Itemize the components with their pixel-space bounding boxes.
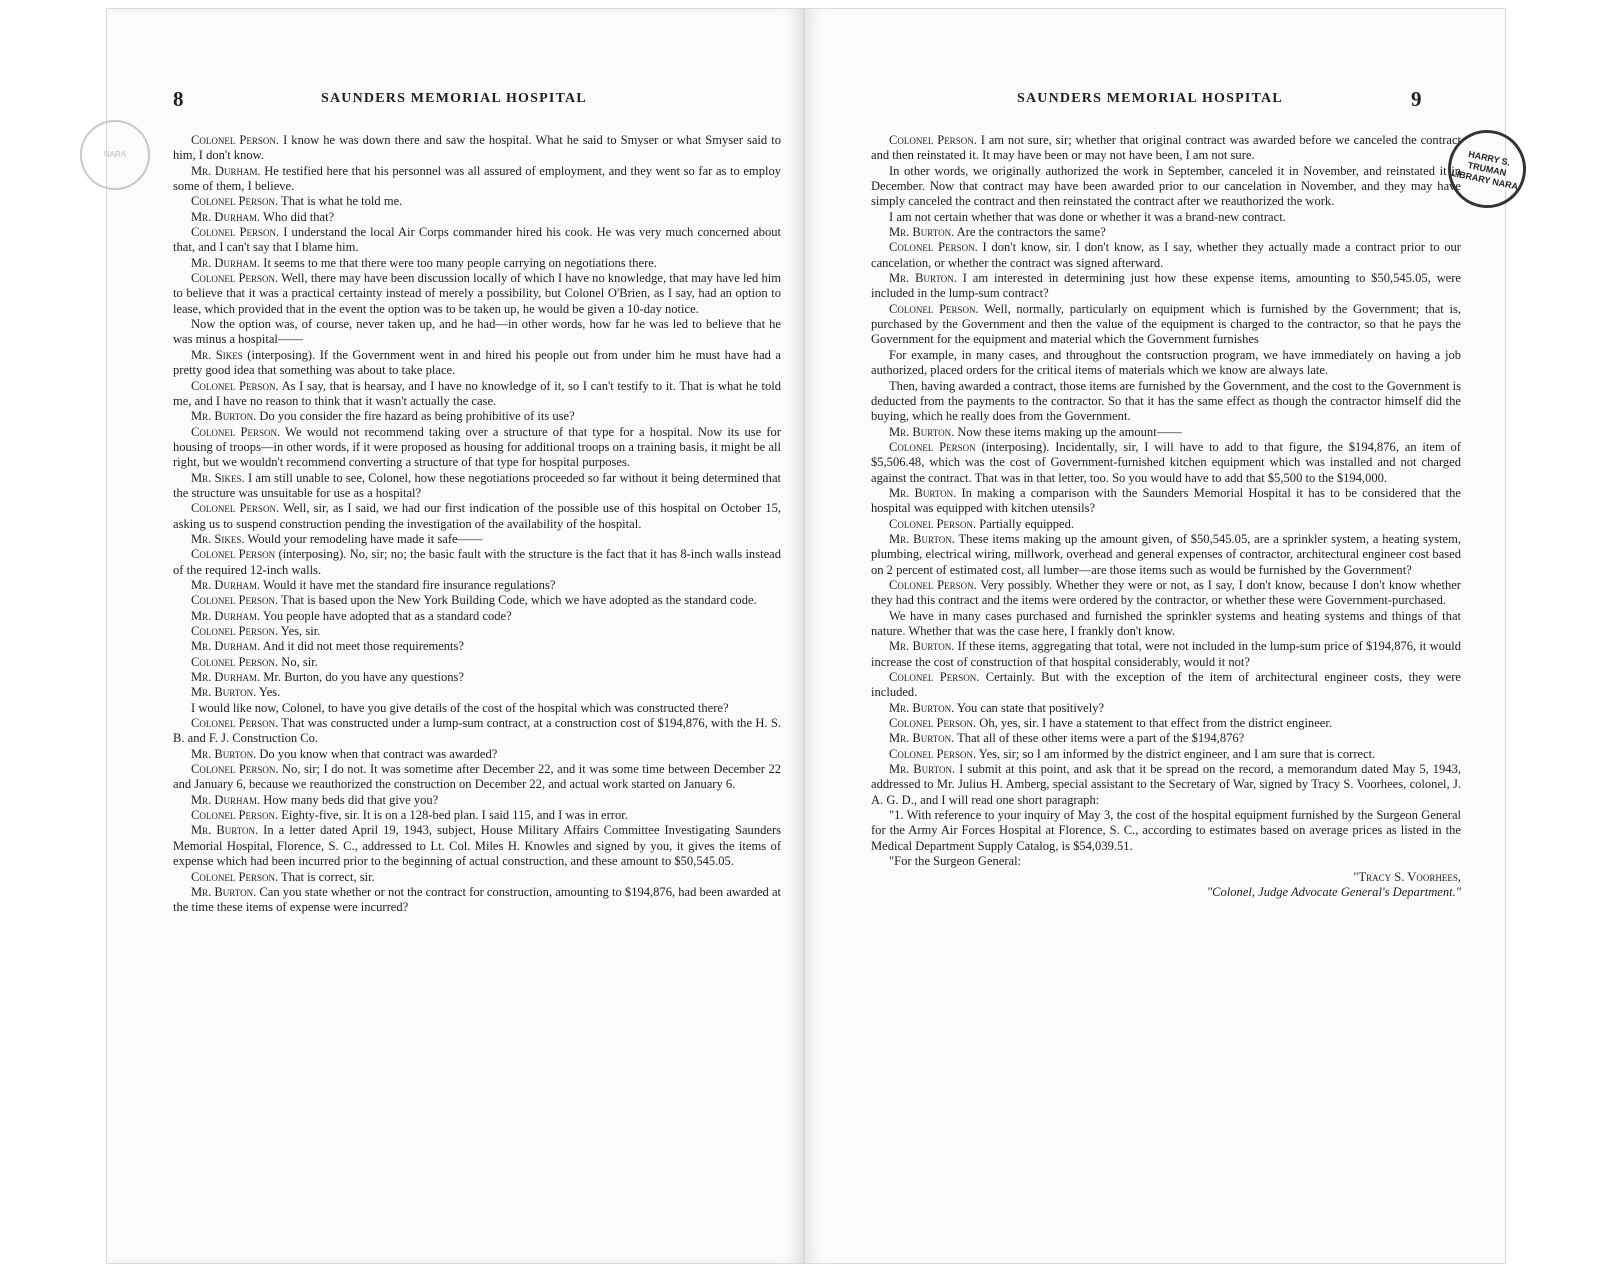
transcript-paragraph (871, 808, 1461, 854)
transcript-paragraph (173, 670, 781, 685)
speaker-name: Colonel Person. (889, 516, 977, 531)
transcript-paragraph (173, 808, 781, 823)
transcript-paragraph (173, 609, 781, 624)
transcript-paragraph (871, 747, 1461, 762)
paragraph-text: If these items, aggregating that total, were not included in the lump-sum price of $194,876, it would increase the cost of construction of that hospital considerably, would it not? (871, 639, 1461, 669)
transcript-paragraph (173, 762, 781, 793)
paragraph-text: That is correct, sir. (278, 869, 375, 884)
speaker-name: Mr. Durham. (191, 209, 261, 224)
transcript-paragraph (871, 379, 1461, 425)
speaker-name: Mr. Burton. (889, 762, 956, 777)
speaker-name: Mr. Durham. (191, 577, 261, 592)
paragraph-text: He testified here that his personnel was all assured of employment, and they went so far as to employ some of them, I believe. (173, 163, 781, 194)
speaker-name: Colonel Person. (889, 716, 977, 731)
paragraph-text: In a letter dated April 19, 1943, subject, House Military Affairs Committee Investigating Saunders Memorial Hospital, Florence, S. C., addressed to Lt. Col. Miles H. Knowles and signed by you, it gives the items of expense which had been incurred prior to the beginning of actual construction, and these amount to $50,545.05. (173, 823, 782, 869)
signature-name-text: "Tracy S. Voorhees, (1353, 869, 1461, 884)
transcript-paragraph (871, 716, 1461, 731)
left-page (103, 8, 804, 1264)
speaker-name: Mr. Durham. (191, 792, 261, 807)
speaker-name: Mr. Burton. (889, 731, 955, 746)
transcript-paragraph (173, 547, 781, 578)
speaker-name: Mr. Sikes (191, 347, 243, 362)
paragraph-text: How many beds did that give you? (260, 792, 439, 807)
transcript-paragraph (871, 302, 1461, 348)
transcript-paragraph (173, 210, 781, 225)
speaker-name: Colonel Person. (191, 225, 280, 240)
transcript-paragraph (173, 348, 781, 379)
speaker-name: Mr. Burton. (191, 823, 259, 838)
transcript-paragraph (871, 164, 1461, 210)
paragraph-text: Can you state whether or not the contract for construction, amounting to $194,876, had been awarded at the time these items of expense were incurred? (173, 884, 782, 915)
transcript-paragraph (871, 240, 1461, 271)
paragraph-text: Well, there may have been discussion locally of which I have no knowledge, that may have led him to believe that it was a practical certainty instead of merely a possibility, but Colonel O'Brien, as I say, had an option to lease, which provided that in the event the option was to be taken up, he would be given a 10-day notice. (173, 271, 781, 316)
paragraph-text: Who did that? (260, 209, 335, 224)
speaker-name: Mr. Burton. (889, 531, 955, 546)
speaker-name: Colonel Person. (889, 240, 978, 255)
paragraph-text: Yes. (256, 685, 281, 700)
paragraph-text: Would it have met the standard fire insurance regulations? (260, 577, 556, 592)
paragraph-text: In making a comparison with the Saunders Memorial Hospital it has to be considered that the hospital was equipped with kitchen utensils? (871, 485, 1462, 516)
paragraph-text: That is what he told me. (278, 194, 403, 209)
speaker-name: Mr. Burton. (889, 639, 955, 654)
speaker-name: Colonel Person (889, 439, 976, 454)
paragraph-text: For example, in many cases, and throughout the contsruction program, we have immediately on having a job authorized, placed orders for the critical items of materials which we know are always late. (871, 347, 1461, 378)
transcript-paragraph (871, 609, 1461, 640)
truman-library-stamp-text: HARRY S. TRUMAN LIBRARY NARA (1450, 148, 1520, 192)
transcript-paragraph (871, 517, 1461, 532)
transcript-paragraph (173, 409, 781, 424)
transcript-paragraph (871, 731, 1461, 746)
paragraph-text: I am not certain whether that was done or whether it was a brand-new contract. (889, 209, 1286, 224)
transcript-paragraph (173, 578, 781, 593)
right-page-number: 9 (1411, 87, 1422, 111)
speaker-name: Colonel Person. (191, 593, 279, 608)
transcript-paragraph (173, 379, 781, 410)
speaker-name: Colonel Person. (191, 654, 279, 669)
paragraph-text: Would your remodeling have made it safe—— (244, 531, 483, 546)
paragraph-text: Are the contractors the same? (954, 225, 1106, 240)
speaker-name: Mr. Burton. (889, 700, 955, 715)
transcript-paragraph (173, 639, 781, 654)
transcript-paragraph (871, 225, 1461, 240)
transcript-paragraph (173, 747, 781, 762)
paragraph-text: I am interested in determining just how these expense items, amounting to $50,545.05, were included in the lump-sum contract? (871, 271, 1461, 301)
paragraph-text: These items making up the amount given, of $50,545.05, are a sprinkler system, a heating system, plumbing, electrical wiring, millwork, overhead and general expenses of contractor, architectural engineer cost based on 2 percent of estimated cost, all lumber—are those items such as would be furnished by the Government? (871, 531, 1462, 577)
transcript-paragraph (871, 854, 1461, 869)
transcript-paragraph (173, 471, 781, 502)
transcript-paragraph (871, 271, 1461, 302)
transcript-paragraph (173, 685, 781, 700)
transcript-paragraph (173, 133, 781, 164)
transcript-paragraph (871, 762, 1461, 808)
speaker-name: Colonel Person. (191, 762, 279, 777)
transcript-paragraph (871, 639, 1461, 670)
paragraph-text: "1. With reference to your inquiry of May 3, the cost of the hospital equipment furnished by the Surgeon General for the Army Air Forces Hospital at Florence, S. C., according to estimates based on average prices as listed in the Medical Department Supply Catalog, is $54,039.51. (871, 808, 1461, 853)
paragraph-text: Do you consider the fire hazard as being prohibitive of its use? (256, 409, 575, 424)
speaker-name: Colonel Person. (191, 501, 280, 516)
speaker-name: Mr. Burton. (889, 271, 957, 286)
right-running-head (805, 87, 1505, 117)
transcript-paragraph (173, 317, 781, 348)
speaker-name: Mr. Sikes. (191, 470, 245, 485)
transcript-paragraph (173, 701, 781, 716)
transcript-paragraph (173, 194, 781, 209)
paragraph-text: And it did not meet those requirements? (260, 639, 464, 654)
transcript-paragraph (173, 532, 781, 547)
transcript-paragraph (871, 578, 1461, 609)
speaker-name: Colonel Person. (191, 869, 279, 884)
transcript-paragraph (173, 885, 781, 916)
paragraph-text: You can state that positively? (954, 700, 1105, 715)
transcript-paragraph (173, 624, 781, 639)
speaker-name: Mr. Burton. (191, 746, 257, 761)
signature-name (871, 870, 1461, 885)
speaker-name: Mr. Burton. (889, 424, 955, 439)
right-page-text (871, 133, 1461, 900)
speaker-name: Mr. Burton. (889, 225, 955, 240)
paragraph-text: Certainly. But with the exception of the item of architectural engineer costs, they were included. (871, 670, 1461, 700)
speaker-name: Colonel Person. (191, 378, 279, 393)
paragraph-text: Now the option was, of course, never taken up, and he had—in other words, how far he was led to believe that he was minus a hospital—— (173, 317, 781, 347)
paragraph-text: I don't know, sir. I don't know, as I say, whether they actually made a contract prior to our cancelation, or whether the contract was signed afterward. (871, 240, 1461, 270)
left-page-number: 8 (173, 87, 184, 111)
paragraph-text: Yes, sir; so I am informed by the district engineer, and I am sure that is correct. (976, 746, 1376, 761)
paragraph-text: No, sir; I do not. It was sometime after December 22, and it was some time between December 22 and January 6, because we reauthorized the construction on December 22, and actual work started on January 6. (173, 762, 781, 792)
speaker-name: Colonel Person. (889, 670, 980, 685)
transcript-paragraph (871, 486, 1461, 517)
speaker-name: Colonel Person (191, 547, 276, 562)
paragraph-text: That is based upon the New York Building Code, which we have adopted as the standard code. (278, 593, 757, 608)
archive-stamp-left-text: NARA (103, 150, 127, 159)
speaker-name: Colonel Person. (191, 271, 279, 286)
paragraph-text: Do you know when that contract was awarded? (256, 746, 498, 761)
paragraph-text: Oh, yes, sir. I have a statement to that effect from the district engineer. (976, 716, 1332, 731)
speaker-name: Colonel Person. (889, 133, 977, 147)
transcript-paragraph (871, 670, 1461, 701)
paragraph-text: As I say, that is hearsay, and I have no knowledge of it, so I can't testify to it. That is what he told me, and I have no reason to think that it wasn't actually the case. (173, 378, 781, 408)
paragraph-text: We would not recommend taking over a structure of that type for a hospital. Now its use for housing of troops—in other words, if it were proposed as housing for additional troops on a training basis, it might be all right, but we wouldn't recommend converting a structure of that type for hospital purposes. (173, 424, 781, 470)
paragraph-text: I know he was down there and saw the hospital. What he said to Smyser or what Smyser said to him, I don't know. (173, 133, 781, 163)
transcript-paragraph (871, 425, 1461, 440)
right-running-title: SAUNDERS MEMORIAL HOSPITAL (1017, 91, 1283, 106)
paragraph-text: (interposing). Incidentally, sir, I will have to add to that figure, the $194,876, an item of $5,506.48, which was the cost of Government-furnished kitchen equipment which was installed and not charged against the contract. That was in that letter, too. So you would have to add that $5,500 to the $194,000. (871, 439, 1461, 485)
speaker-name: Mr. Burton. (191, 685, 257, 700)
paragraph-text: Mr. Burton, do you have any questions? (260, 670, 465, 685)
paragraph-text: That was constructed under a lump-sum contract, at a construction cost of $194,876, with the H. S. B. and F. J. Construction Co. (173, 716, 781, 746)
transcript-paragraph (173, 823, 781, 869)
speaker-name: Colonel Person. (889, 301, 979, 316)
paragraph-text: Now these items making up the amount—— (954, 424, 1182, 439)
paragraph-text: Well, normally, particularly on equipment which is furnished by the Government; that is, purchased by the Government and then the value of the equipment is charged to the contractor, so that he pays the Government for the equipment and material which the Government furnishes (871, 301, 1461, 347)
transcript-paragraph (173, 716, 781, 747)
speaker-name: Mr. Durham. (191, 163, 261, 178)
speaker-name: Mr. Durham. (191, 639, 261, 654)
paragraph-text: You people have adopted that as a standard code? (260, 608, 512, 623)
transcript-paragraph (173, 164, 781, 195)
paragraph-text: That all of these other items were a part of the $194,876? (954, 731, 1245, 746)
transcript-paragraph (173, 256, 781, 271)
transcript-paragraph (871, 701, 1461, 716)
paragraph-text: I would like now, Colonel, to have you give details of the cost of the hospital which was constructed there? (191, 700, 729, 715)
signature-title: "Colonel, Judge Advocate General's Department." (1206, 884, 1461, 899)
paragraph-text: Yes, sir. (278, 624, 321, 638)
paragraph-text: No, sir. (278, 654, 318, 669)
paragraph-text: Well, sir, as I said, we had our first indication of the possible use of this hospital on October 15, asking us to suspend construction pending the investigation of the availability of the hospital. (173, 501, 781, 531)
speaker-name: Colonel Person. (889, 746, 977, 761)
speaker-name: Colonel Person. (191, 424, 281, 439)
paragraph-text: In other words, we originally authorized the work in September, canceled it in November, and reinstated it in December. Now that contract may have been awarded prior to our cancelation in November, and they may have simply canceled the contract and then reinstated the contract after we reauthorized the work. (871, 163, 1461, 209)
transcript-paragraph (173, 271, 781, 317)
transcript-paragraph (871, 210, 1461, 225)
speaker-name: Colonel Person. (889, 577, 977, 592)
paragraph-text: (interposing). No, sir; no; the basic fault with the structure is the fact that it has 8-inch walls instead of the required 12-inch walls. (173, 547, 781, 577)
paragraph-text: Very possibly. Whether they were or not, as I say, I don't know, because I don't know whether they had this contract and the items were ordered by the contractor, or whether these were Government-purchased. (871, 577, 1461, 608)
left-running-title: SAUNDERS MEMORIAL HOSPITAL (321, 91, 587, 106)
transcript-paragraph (871, 133, 1461, 164)
transcript-paragraph (871, 532, 1461, 578)
paragraph-text: I am not sure, sir; whether that original contract was awarded before we canceled the contract and then reinstated it. It may have been or may not have been, I am not sure. (871, 133, 1461, 163)
paragraph-text: Then, having awarded a contract, those items are furnished by the Government, and the cost to the Government is deducted from the payments to the contractor. So that it has the same effect as though the contractor himself did the buying, which he really does from the Government. (871, 378, 1461, 424)
speaker-name: Colonel Person. (191, 624, 279, 638)
speaker-name: Colonel Person. (191, 808, 279, 823)
transcript-paragraph (871, 348, 1461, 379)
speaker-name: Mr. Durham. (191, 608, 261, 623)
speaker-name: Colonel Person. (191, 716, 279, 731)
speaker-name: Colonel Person. (191, 194, 279, 209)
transcript-paragraph (173, 225, 781, 256)
right-page (804, 8, 1506, 1264)
paragraph-text: I submit at this point, and ask that it be spread on the record, a memorandum dated May 5, 1943, addressed to Mr. Julius H. Amberg, special assistant to the Secretary of War, signed by Tracy S. Voorhees, colonel, J. A. G. D., and I will read one short paragraph: (871, 762, 1461, 807)
transcript-paragraph (173, 425, 781, 471)
speaker-name: Mr. Burton. (889, 485, 957, 500)
paragraph-text: We have in many cases purchased and furnished the sprinkler systems and heating systems and things of that nature. Whether that was the case here, I frankly don't know. (871, 608, 1461, 638)
speaker-name: Mr. Burton. (191, 884, 257, 899)
paragraph-text: (interposing). If the Government went in and hired his people out from under him he must have had a pretty good idea that something was about to take place. (173, 347, 781, 378)
left-page-text (173, 133, 781, 916)
speaker-name: Mr. Sikes. (191, 531, 245, 546)
paragraph-text: I am still unable to see, Colonel, how these negotiations proceeded so far without it being determined that the structure was unsuitable for use as a hospital? (173, 470, 781, 500)
transcript-paragraph (173, 501, 781, 532)
left-running-head (107, 87, 803, 117)
transcript-paragraph (173, 593, 781, 608)
transcript-paragraph (173, 655, 781, 670)
speaker-name: Mr. Durham. (191, 255, 261, 270)
transcript-paragraph (173, 870, 781, 885)
transcript-paragraph (173, 793, 781, 808)
speaker-name: Mr. Burton. (191, 409, 257, 424)
paragraph-text: I understand the local Air Corps commander hired his cook. He was very much concerned about that, and I can't say that I blame him. (173, 225, 781, 255)
paragraph-text: Eighty-five, sir. It is on a 128-bed plan. I said 115, and I was in error. (278, 808, 628, 823)
paragraph-text: It seems to me that there were too many people carrying on negotiations there. (260, 255, 657, 270)
paragraph-text: Partially equipped. (976, 516, 1075, 531)
speaker-name: Mr. Durham. (191, 670, 261, 685)
speaker-name: Colonel Person. (191, 133, 280, 147)
transcript-paragraph (871, 440, 1461, 486)
archive-stamp-left (80, 120, 150, 190)
paragraph-text: "For the Surgeon General: (889, 854, 1022, 869)
